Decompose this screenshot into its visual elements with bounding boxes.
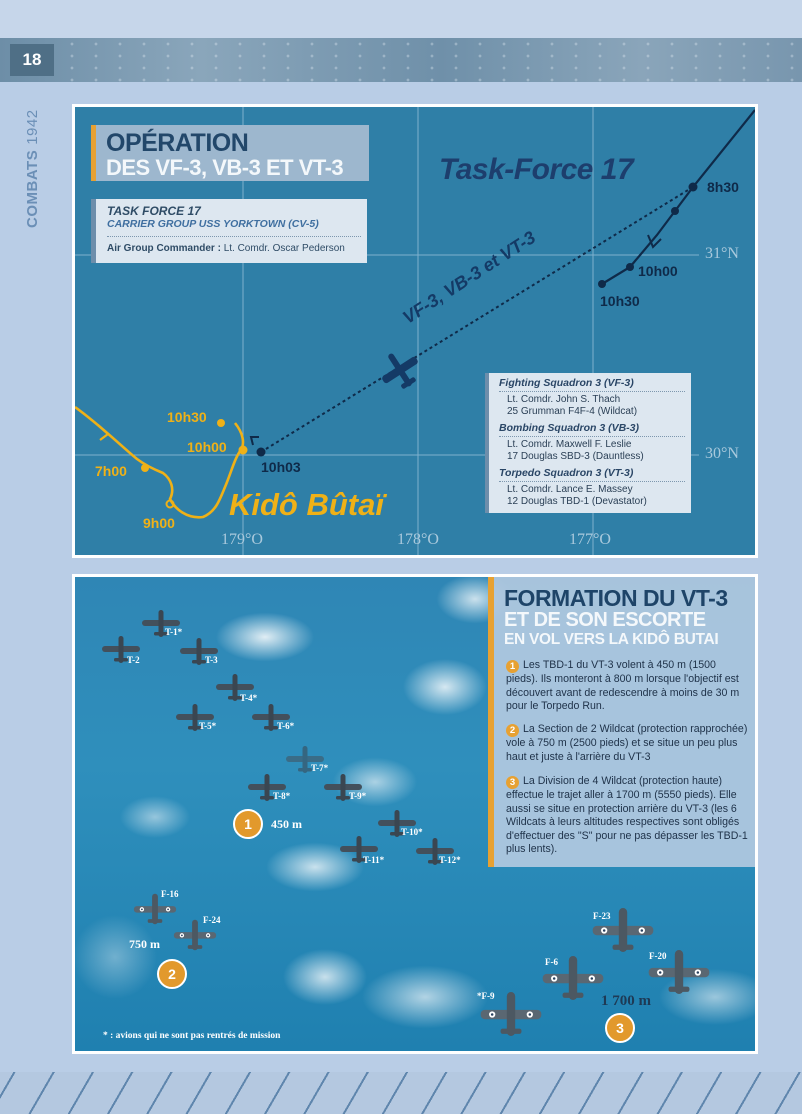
strike-arrow: [251, 437, 259, 445]
strike-point-10h03: [257, 448, 266, 457]
time-10h03: 10h03: [261, 459, 301, 475]
label-t10: T-10*: [401, 827, 423, 837]
map-title-box: [91, 125, 369, 181]
taskforce-info-box: [91, 199, 367, 263]
tf17-point: [671, 207, 679, 215]
formation-photo: [72, 574, 758, 1054]
label-f23: F-23: [593, 911, 611, 921]
tf17-point-10h00: [626, 263, 634, 271]
taskforce-name: TASK FORCE 17: [107, 204, 201, 218]
label-t9: T-9*: [349, 791, 367, 801]
operation-map: [72, 104, 758, 558]
kido-time-10h30: 10h30: [167, 409, 207, 425]
time-10h30: 10h30: [600, 293, 640, 309]
section-label: [24, 109, 41, 228]
lat-30: 30°N: [705, 445, 739, 462]
kido-point-10h30: [217, 419, 225, 427]
label-t3: T-3: [205, 655, 218, 665]
formation-subtitle-2: EN VOL VERS LA KIDÔ BUTAI: [504, 631, 719, 648]
formation-item-1: 1 Les TBD-1 du VT-3 volent à 450 m (1500 pieds). Ils monteront à 800 m lorsque l'objectif est découvert avant de redescendre à moins de 30 m pour le Torpedo Run.: [506, 659, 740, 712]
squadron-title: Bombing Squadron 3 (VB-3): [499, 422, 639, 434]
number-badge: 2: [506, 724, 519, 737]
time-10h00: 10h00: [638, 263, 678, 279]
marker-1: 1: [233, 809, 263, 839]
altitude-450: 450 m: [271, 817, 302, 831]
squadron-title: Fighting Squadron 3 (VF-3): [499, 377, 634, 389]
squadron-aircraft: 25 Grumman F4F-4 (Wildcat): [507, 406, 638, 417]
label-f24: F-24: [203, 915, 221, 925]
formation-title: FORMATION DU VT-3: [504, 585, 728, 611]
header-band: [0, 38, 802, 82]
map-title: OPÉRATION: [106, 129, 249, 157]
lat-31: 31°N: [705, 245, 739, 262]
carrier-group: CARRIER GROUP USS YORKTOWN (CV-5): [107, 218, 319, 230]
air-group-commander: Air Group Commander : Lt. Comdr. Oscar Pederson: [107, 243, 345, 254]
marker-3: 3: [605, 1013, 635, 1043]
kido-point-7h00: [141, 464, 149, 472]
kido-butai-label: Kidô Bûtaï: [229, 487, 384, 522]
formation-item-2: 2 La Section de 2 Wildcat (protection rapprochée) vole à 750 m (2500 pieds) et se situe un peu plus haut et juste à l'arrière du VT-3: [506, 723, 748, 763]
formation-text-box: [488, 577, 758, 867]
formation-subtitle: ET DE SON ESCORTE: [504, 609, 706, 631]
marker-2: 2: [157, 959, 187, 989]
squadron-commander: Lt. Comdr. John S. Thach: [507, 394, 621, 405]
label-t7: T-7*: [311, 763, 329, 773]
label-t1: T-1*: [165, 627, 183, 637]
squadron-aircraft: 17 Douglas SBD-3 (Dauntless): [507, 451, 644, 462]
tf17-point-10h30: [598, 280, 606, 288]
label-f9: *F-9: [477, 991, 495, 1001]
kido-point-10h00: [239, 446, 248, 455]
section-name: COMBATS: [24, 149, 41, 228]
label-t4: T-4*: [240, 693, 258, 703]
bottom-band: [0, 1072, 802, 1114]
label-f16: F-16: [161, 889, 179, 899]
lon-177: 177°O: [569, 531, 611, 548]
altitude-1700: 1 700 m: [601, 993, 651, 1009]
route-label: VF-3, VB-3 et VT-3: [399, 227, 540, 328]
map-subtitle: DES VF-3, VB-3 ET VT-3: [106, 155, 344, 180]
altitude-750: 750 m: [129, 937, 160, 951]
kido-time-7h00: 7h00: [95, 463, 127, 479]
squadron-aircraft: 12 Douglas TBD-1 (Devastator): [507, 496, 647, 507]
kido-direction-arrow: [98, 425, 108, 440]
label-t8: T-8*: [273, 791, 291, 801]
plane-icon: [373, 343, 427, 397]
kido-time-10h00: 10h00: [187, 439, 227, 455]
label-f20: F-20: [649, 951, 667, 961]
section-year: 1942: [24, 109, 41, 145]
number-badge: 1: [506, 660, 519, 673]
squadron-box: [485, 373, 691, 513]
label-t11: T-11*: [363, 855, 385, 865]
label-t6: T-6*: [277, 721, 295, 731]
squadron-commander: Lt. Comdr. Maxwell F. Leslie: [507, 439, 632, 450]
lon-179: 179°O: [221, 531, 263, 548]
label-f6: F-6: [545, 957, 558, 967]
label-t12: T-12*: [439, 855, 461, 865]
kido-time-9h00: 9h00: [143, 515, 175, 531]
page-number: 18: [10, 44, 54, 76]
squadron-commander: Lt. Comdr. Lance E. Massey: [507, 484, 633, 495]
label-t5: T-5*: [199, 721, 217, 731]
top-strip: [0, 0, 802, 38]
lon-178: 178°O: [397, 531, 439, 548]
label-t2: T-2: [127, 655, 140, 665]
time-8h30: 8h30: [707, 179, 739, 195]
tf17-label: Task-Force 17: [439, 153, 634, 186]
formation-item-3: 3 La Division de 4 Wildcat (protection haute) effectue le trajet aller à 1700 m (5550 pieds). Elle aussi se situe en protection arrière du VT-3 (les 6 Wildcats à leurs altitudes respectives sont obligés d'effectuer des "S" pour ne pas dépasser les TBD-1 plus lents).: [506, 775, 748, 855]
footnote: * : avions qui ne sont pas rentrés de mission: [103, 1031, 281, 1041]
number-badge: 3: [506, 776, 519, 789]
squadron-title: Torpedo Squadron 3 (VT-3): [499, 467, 634, 479]
